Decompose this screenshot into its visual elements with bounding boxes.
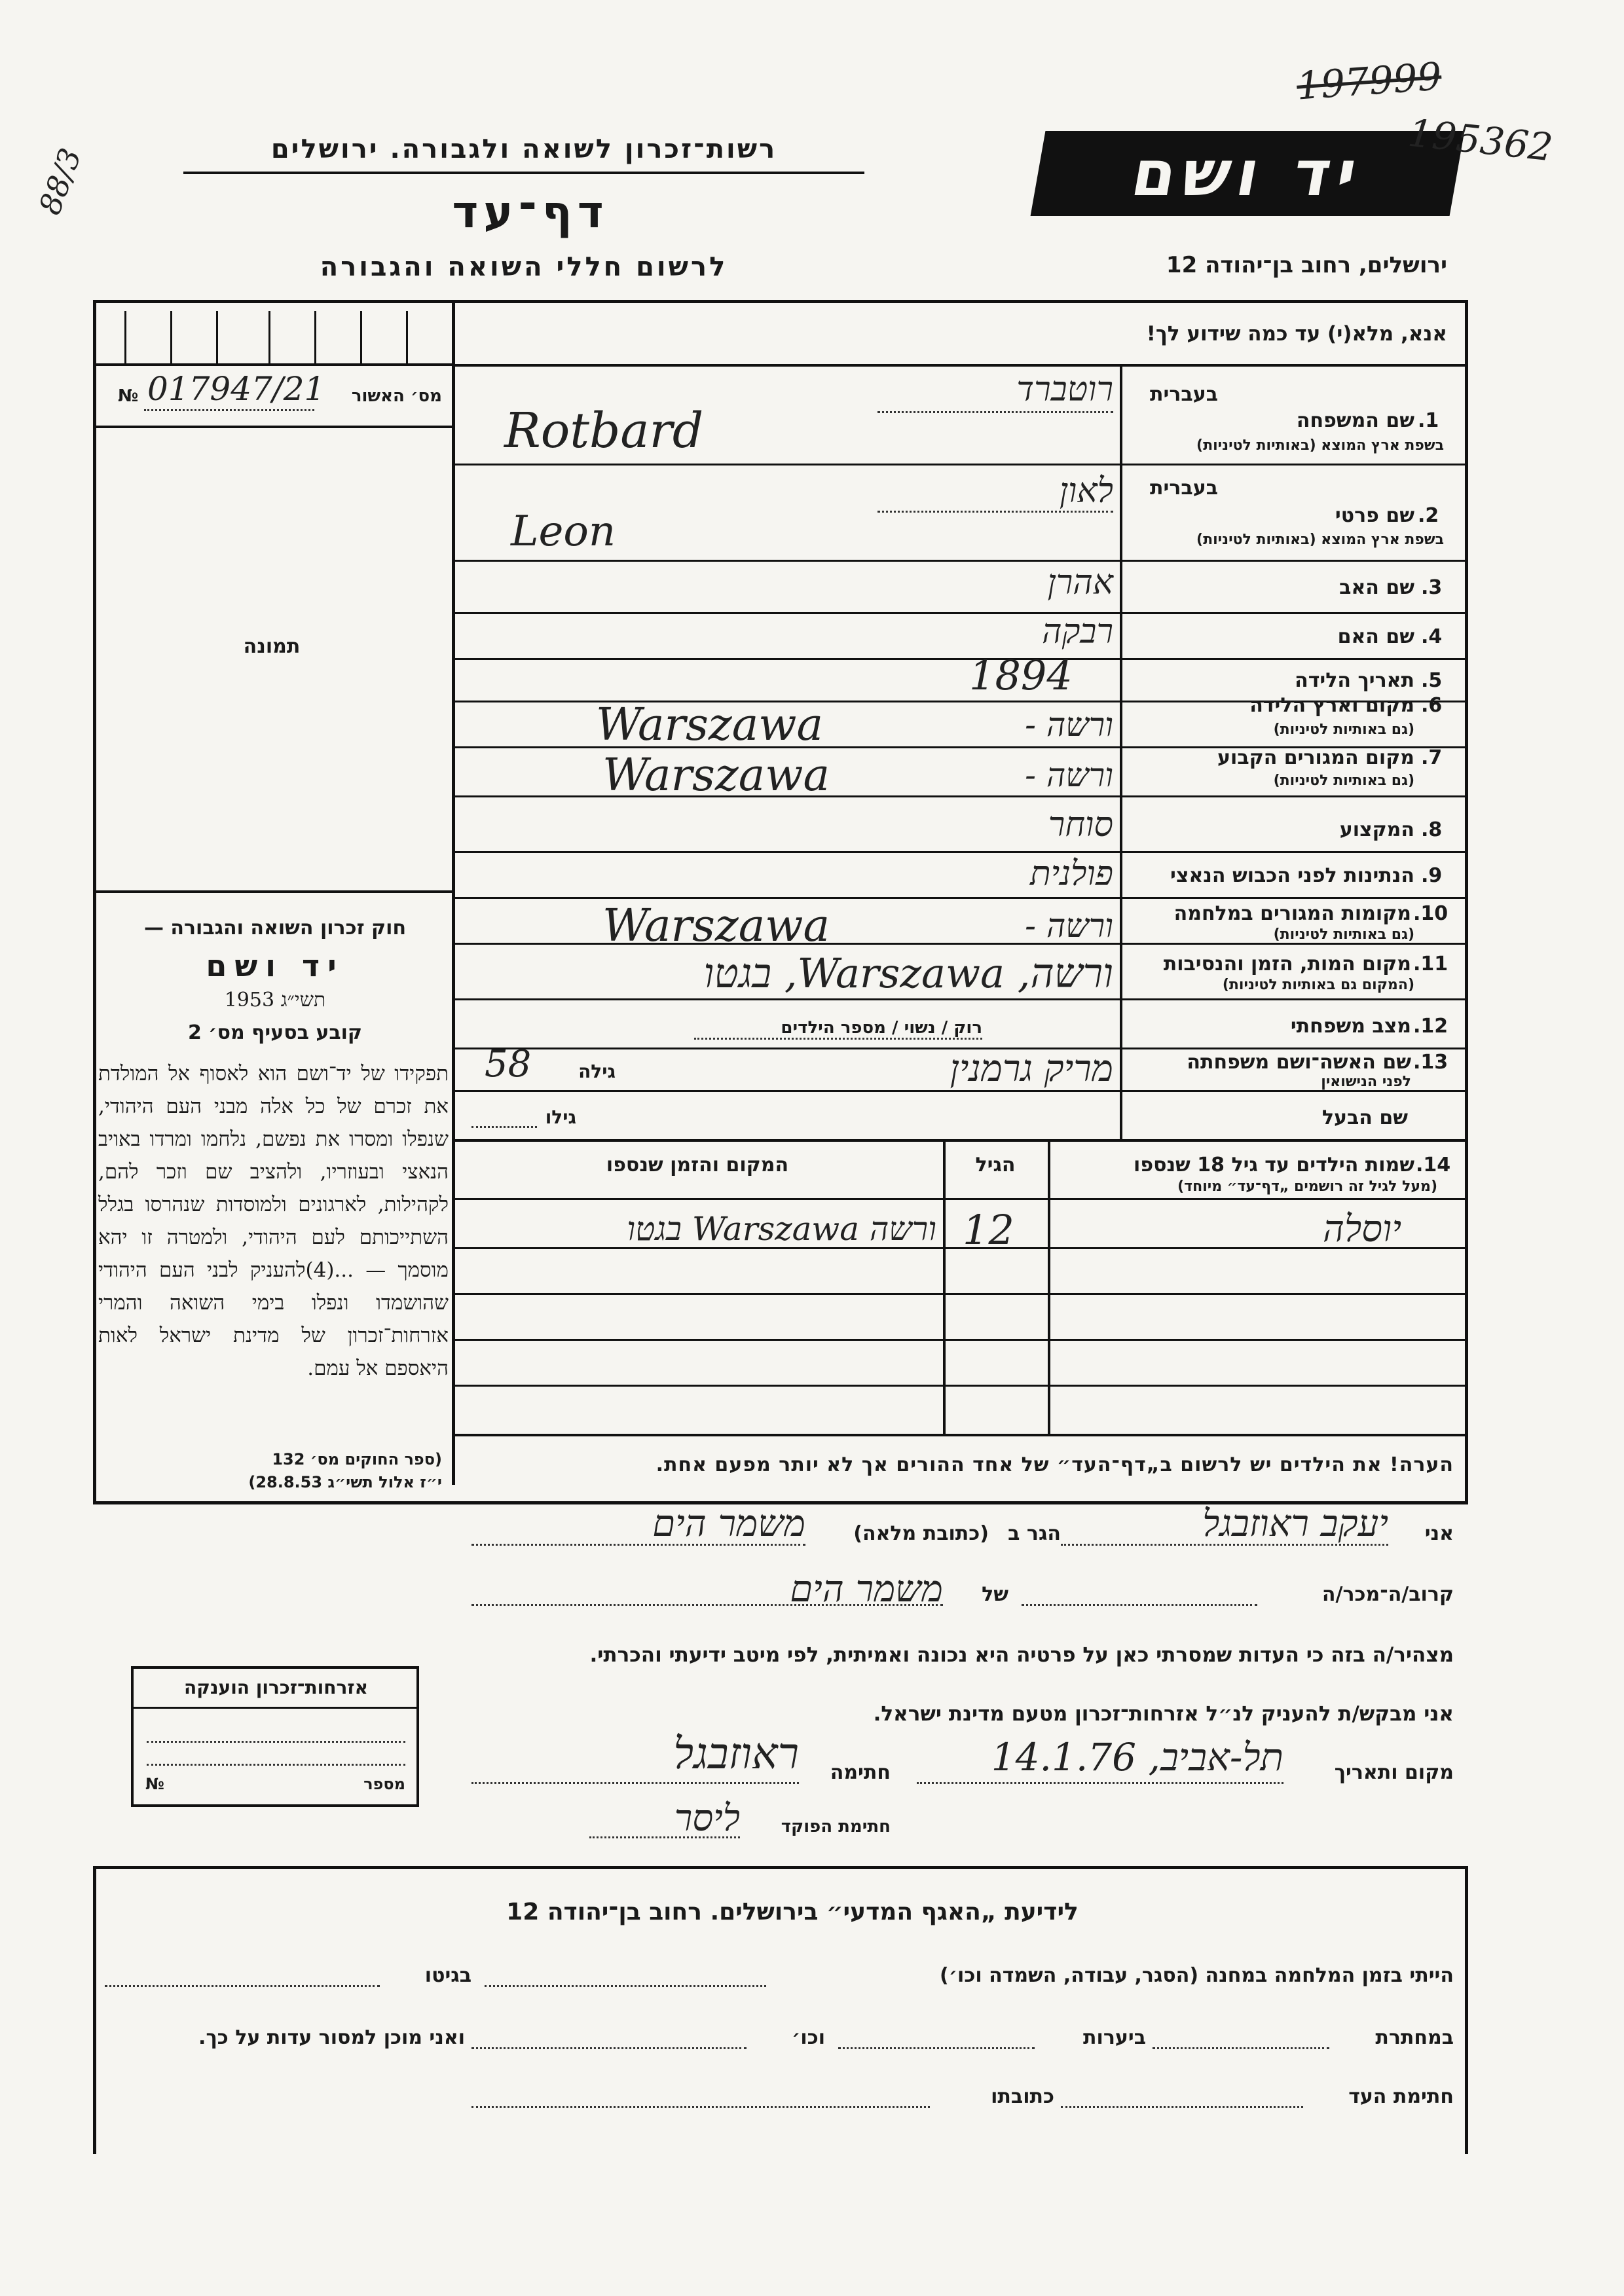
field-11-label: מקום המות, הזמן והנסיבות (1163, 953, 1411, 975)
law-year: תשי״ג 1953 (224, 989, 326, 1011)
declarant-address-label: (כתובת מלאה) (853, 1522, 989, 1545)
law-source: (ספר החוקים מס׳ 132 (272, 1450, 442, 1468)
declarant-name-line (1061, 1544, 1388, 1546)
bottom-line1-blank (485, 1985, 766, 1987)
law-name: יד ושם (206, 948, 344, 983)
approval-underline (144, 409, 314, 411)
child-name: יוסלה (1323, 1208, 1401, 1250)
field-8-num: 8. (1421, 818, 1443, 841)
first-name-hebrew: לאון (1059, 471, 1113, 511)
bottom-line2-blank2 (838, 2047, 1035, 2049)
marital-options: רוק / נשוי / מספר הילדים (781, 1018, 982, 1038)
bottom-line3-b: כתובתו (991, 2085, 1054, 2108)
children-sub: (מעל לגיל זה רושמים „דף־עד״ מיוחד) (1177, 1178, 1437, 1195)
field-7-sub: (גם באותיות לטיניות) (1273, 773, 1414, 789)
law-title: חוק זכרון השואה והגבורה — (143, 917, 407, 939)
field-6-num: 6. (1421, 694, 1443, 717)
citizenship-title: אזרחות־זכרון הוענקה (184, 1677, 368, 1698)
relation-value: משמר הים (790, 1568, 943, 1611)
approval-divider (96, 426, 452, 428)
spouse-name: מריק גרמנין (950, 1048, 1113, 1090)
children-col-place: המקום והזמן שנספו (606, 1154, 789, 1176)
org-underline (183, 172, 864, 174)
birth-place-latin: Warszawa (596, 699, 824, 751)
child-age: 12 (963, 1206, 1014, 1254)
approval-number: 017947/21 (147, 370, 325, 408)
request-text: אני מבקש/ת להעניק לנ״ל אזרחות־זכרון מטעם מדינת ישראל. (873, 1702, 1454, 1726)
residence-latin: Warszawa (602, 750, 830, 801)
first-name-latin: Leon (511, 507, 616, 556)
ref-number-struck: 197999 (1295, 54, 1443, 109)
bottom-line1-b: בגיטו (424, 1964, 471, 1987)
label-column-divider (1120, 367, 1122, 1139)
approval-label: מס׳ האשור (351, 386, 442, 406)
signature-label: חתימה (830, 1761, 891, 1784)
law-source-date: י״ז אלול תשי״ג 28.8.53) (248, 1473, 442, 1491)
org-line: רשות־זכרון לשואה ולגבורה. ירושלים (270, 134, 777, 164)
field-12-label: מצב משפחתי (1290, 1015, 1411, 1038)
photo-divider (96, 890, 452, 893)
field-13-num: 13. (1413, 1051, 1449, 1074)
field-6-sub: (גם באותיות לטיניות) (1273, 721, 1414, 738)
declarant-address: משמר הים (652, 1503, 805, 1545)
children-label: שמות הילדים עד גיל 18 שנספו (1134, 1154, 1414, 1176)
field-9-label: הנתינות לפני הכבוש הנאצי (1170, 864, 1414, 887)
bottom-line2-d: ואני מוכן למסור עדות על כך. (198, 2026, 465, 2049)
bottom-line2-blank3 (471, 2047, 747, 2049)
form-title: דף־עד (452, 187, 609, 238)
field-7-label: מקום המגורים הקבוע (1217, 746, 1414, 769)
declarant-name: יעקב ראוזבגל (1202, 1503, 1388, 1545)
family-name-latin: Rotbard (504, 403, 704, 459)
declarant-ani: אני (1424, 1522, 1454, 1545)
bottom-line2-a: במחתרת (1375, 2026, 1454, 2049)
husband-label: שם הבעל (1321, 1106, 1408, 1129)
yad-vashem-logo (1031, 131, 1465, 216)
birth-place-hebrew: ורשה - (1025, 706, 1113, 744)
field-12-num: 12. (1413, 1015, 1449, 1038)
field-11-num: 11. (1413, 953, 1449, 975)
field-2-sub: בשפת ארץ המוצא (באותיות לטיניות) (1196, 532, 1444, 548)
logo-text: יד ושם (1126, 137, 1369, 210)
bottom-line2-c: וכו׳ (792, 2026, 825, 2049)
children-col-age: הגיל (975, 1154, 1016, 1176)
relation-label: קרוב/ה־מכר/ה (1321, 1583, 1454, 1606)
husband-age-label: גילו (545, 1106, 576, 1128)
officer-signature: ליסר (674, 1797, 740, 1840)
place-date-line (917, 1782, 1283, 1784)
photo-label: תמונה (243, 635, 301, 658)
field-1-label: שם המשפחה (1296, 409, 1414, 432)
spouse-age: 58 (485, 1043, 532, 1085)
bottom-line1-a: הייתי בזמן המלחמה במחנה (הסגר, עבודה, השמדה וכו׳) (940, 1964, 1454, 1987)
place-date-label: מקום ותאריך (1334, 1761, 1454, 1784)
family-name-hebrew: רוטברד (1016, 370, 1113, 409)
signature: ראוזבגל (673, 1728, 799, 1779)
bottom-title: לידיעת „האגף המדעי״ בירושלים. רחוב בן־יהודה 12 (506, 1899, 1079, 1925)
field-3-num: 3. (1421, 576, 1443, 599)
field-13-sub: לפני הנישואין (1321, 1074, 1411, 1090)
field-2-heb-tag: בעברית (1150, 477, 1218, 500)
field-5-num: 5. (1421, 669, 1443, 692)
husband-age-line (471, 1126, 537, 1128)
field-7-num: 7. (1421, 746, 1443, 769)
children-num: 14. (1416, 1154, 1451, 1176)
tick-box-base (96, 363, 452, 366)
field-4-label: שם האם (1337, 625, 1414, 648)
spouse-age-label: גילה (578, 1061, 616, 1082)
field-3-label: שם האב (1339, 576, 1414, 599)
field-10-label: מקומות המגורים במלחמה (1173, 902, 1411, 925)
field-8-label: המקצוע (1339, 818, 1414, 841)
address: ירושלים, רחוב בן־יהודה 12 (1166, 252, 1447, 278)
birth-date: 1894 (969, 651, 1073, 699)
mother-name: רבקה (1042, 612, 1113, 651)
intro-text: אנא, מלא(י) עד כמה שידוע לך! (1146, 322, 1447, 346)
residence-hebrew: ורשה - (1025, 756, 1113, 794)
bottom-line2-blank1 (1153, 2047, 1329, 2049)
citizenship-box (131, 1666, 419, 1807)
wartime-residence-latin: Warszawa (602, 900, 830, 952)
field-2-num: 2. (1418, 504, 1439, 527)
declarant-address-line (471, 1544, 805, 1546)
approval-no-sign: № (118, 386, 139, 406)
bottom-line3-blank2 (471, 2106, 930, 2108)
signature-line (471, 1782, 799, 1784)
relation-shel: של (982, 1583, 1008, 1606)
relation-line (1022, 1604, 1257, 1606)
law-text: תפקידו של יד־ושם הוא לאסוף אל המולדת את זכרם של כל אלה מבני העם היהודי, שנפלו ומסרו את נפשם, נלחמו ומרדו באויב הנאצי ובעוזריו, ולהציב שם וזכר להם, לקהילות, לארגונים ולמוסדות שנהרסו בגלל השתייכותם לעם היהודי, ולמטרה זו יהא מוסמך — ...(4)להעניק לבני העם היהודי שהושמדו ונפלו בימי השואה והמרי אזרחות־זכרון של מדינת ישראל לאות היאספם אל עמם. (98, 1062, 449, 1380)
child-place: ורשה Warszawa בגטו (627, 1210, 936, 1248)
citizenship-number-label: מספר (363, 1775, 405, 1793)
children-note: הערה! את הילדים יש לרשום ב„דף־העד״ של אחד ההורים אך לא יותר מפעם אחת. (655, 1453, 1454, 1476)
field-11-sub: (המקום גם באותיות לטיניות) (1222, 977, 1414, 993)
declaration-text: מצהיר/ה בזה כי העדות שמסרתי כאן על פרטיה היא נכונה ואמיתית, לפי מיטב ידיעתי והכרתי. (589, 1643, 1454, 1667)
declarant-resides: הגר ב (1008, 1522, 1061, 1545)
bottom-line2-b: ביערות (1083, 2026, 1146, 2049)
officer-line (589, 1836, 740, 1838)
form-subtitle: לרשום חללי השואה והגבורה (320, 252, 728, 282)
field-6-label: מקום וארץ הלידה (1249, 694, 1414, 717)
bottom-line1-blank2 (105, 1985, 380, 1987)
place-date: תל-אביב, 14.1.76 (991, 1735, 1283, 1779)
field-1-num: 1. (1418, 409, 1439, 432)
field-1-sub: בשפת ארץ המוצא (באותיות לטיניות) (1196, 437, 1444, 454)
field-4-num: 4. (1421, 625, 1443, 648)
bottom-line3-a: חתימת העד (1348, 2085, 1454, 2108)
field-1-heb-tag: בעברית (1150, 383, 1218, 406)
marital-dotted-line (694, 1038, 982, 1040)
tick-boxes (98, 304, 452, 363)
father-name: אהרן (1047, 563, 1113, 602)
field-9-num: 9. (1421, 864, 1443, 887)
field-10-sub: (גם באותיות לטיניות) (1273, 926, 1414, 943)
citizenship: פולנית (1029, 854, 1113, 894)
death-place: ורשה, Warszawa, בגטו (703, 949, 1113, 997)
margin-note: 88/3 (31, 143, 88, 219)
intro-divider (452, 364, 1467, 367)
field-10-num: 10. (1413, 902, 1449, 925)
bottom-line3-blank1 (1061, 2106, 1303, 2108)
law-clause: קובע בסעיף מס׳ 2 (187, 1021, 363, 1044)
profession: סוחר (1048, 805, 1113, 845)
field-5-label: תאריך הלידה (1295, 669, 1414, 692)
field-13-label: שם האשה־ושם משפחתה (1187, 1051, 1411, 1074)
officer-label: חתימת הפוקד (781, 1817, 891, 1836)
field-2-label: שם פרטי (1335, 504, 1414, 527)
citizenship-no: № (145, 1775, 164, 1793)
ref-number: 195362 (1406, 110, 1555, 170)
relation-value-line (471, 1604, 943, 1606)
wartime-residence-hebrew: ורשה - (1025, 907, 1113, 945)
